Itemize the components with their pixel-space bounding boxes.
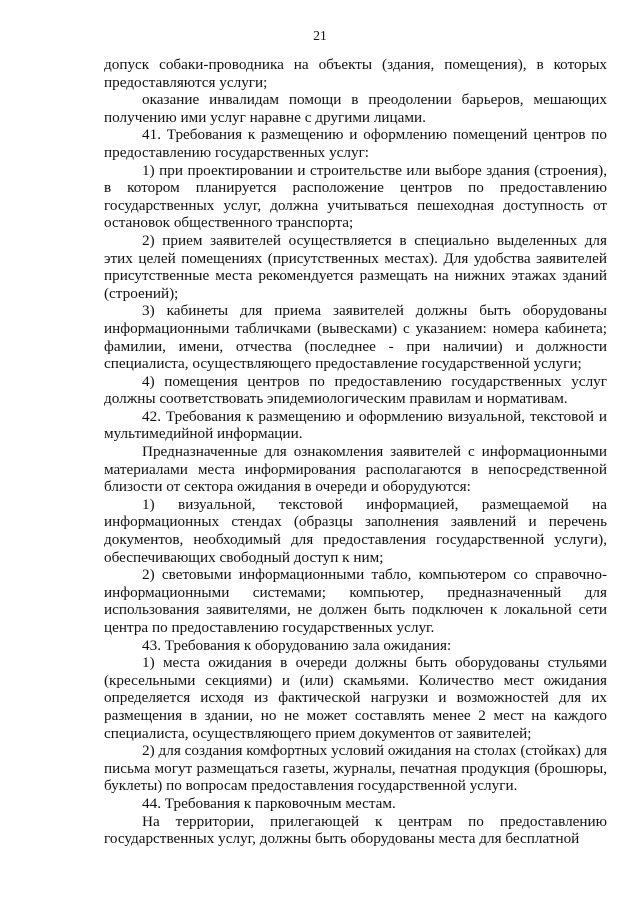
paragraph-43-item-1: 1) места ожидания в очереди должны быть оборудованы стульями (кресельными секциями) и (или) скамьями. Количество мест ожидания определяется исходя из фактической нагрузки и возможностей для их размещения в здании, но не может составлять менее 2 мест на каждого специалиста, осуществляющего прием документов от заявителей; (104, 654, 607, 742)
paragraph-42-item-1: 1) визуальной, текстовой информацией, размещаемой на информационных стендах (образцы заполнения заявлений и перечень документов, необходимый для предоставления государственной услуги), обеспечивающих свободный доступ к ним; (104, 495, 607, 566)
paragraph-section-42-heading: 42. Требования к размещению и оформлению визуальной, текстовой и мультимедийной информации. (104, 407, 607, 443)
paragraph-assistance-barriers: оказание инвалидам помощи в преодолении барьеров, мешающих получению ими услуг наравне с другими лицами. (104, 91, 607, 126)
paragraph-44-text: На территории, прилегающей к центрам по предоставлению государственных услуг, должны быть оборудованы места для бесплатной (104, 812, 607, 848)
paragraph-guide-dog-access: допуск собаки-проводника на объекты (здания, помещения), в которых предоставляются услуги; (104, 56, 607, 91)
paragraph-41-item-3: 3) кабинеты для приема заявителей должны быть оборудованы информационными табличками (вывесками) с указанием: номера кабинета; фамилии, имени, отчества (последнее - при наличии) и должности специалиста, осуществляющего предоставление государственной услуги; (104, 302, 607, 373)
paragraph-42-intro: Предназначенные для ознакомления заявителей с информационными материалами места информирования располагаются в непосредственной близости от сектора ожидания в очереди и оборудуются: (104, 443, 607, 496)
paragraph-41-item-2: 2) прием заявителей осуществляется в специально выделенных для этих целей помещениях (присутственных местах). Для удобства заявителей присутственные места рекомендуется размещать на нижних этажах зданий (строений); (104, 231, 607, 302)
paragraph-42-item-2: 2) световыми информационными табло, компьютером со справочно-информационными системами; компьютер, предназначенный для использования заявителями, не должен быть подключен к локальной сети центра по предоставлению государственных услуг. (104, 566, 607, 636)
paragraph-section-43-heading: 43. Требования к оборудованию зала ожидания: (142, 636, 452, 654)
paragraph-41-item-1: 1) при проектировании и строительстве или выборе здания (строения), в котором планируется расположение центров по предоставлению государственных услуг, должна учитываться пешеходная доступность от остановок общественного транспорта; (104, 161, 607, 232)
paragraph-43-item-2: 2) для создания комфортных условий ожидания на столах (стойках) для письма могут размещаться газеты, журналы, печатная продукция (брошюры, буклеты) по вопросам предоставления государственной услуги. (104, 742, 607, 795)
paragraph-section-41-heading: 41. Требования к размещению и оформлению помещений центров по предоставлению государственных услуг: (104, 126, 607, 161)
paragraph-41-item-4: 4) помещения центров по предоставлению государственных услуг должны соответствовать эпидемиологическим правилам и нормативам. (104, 372, 607, 408)
paragraph-section-44-heading: 44. Требования к парковочным местам. (142, 794, 396, 812)
document-body (104, 56, 607, 848)
page-number: 21 (313, 28, 327, 43)
